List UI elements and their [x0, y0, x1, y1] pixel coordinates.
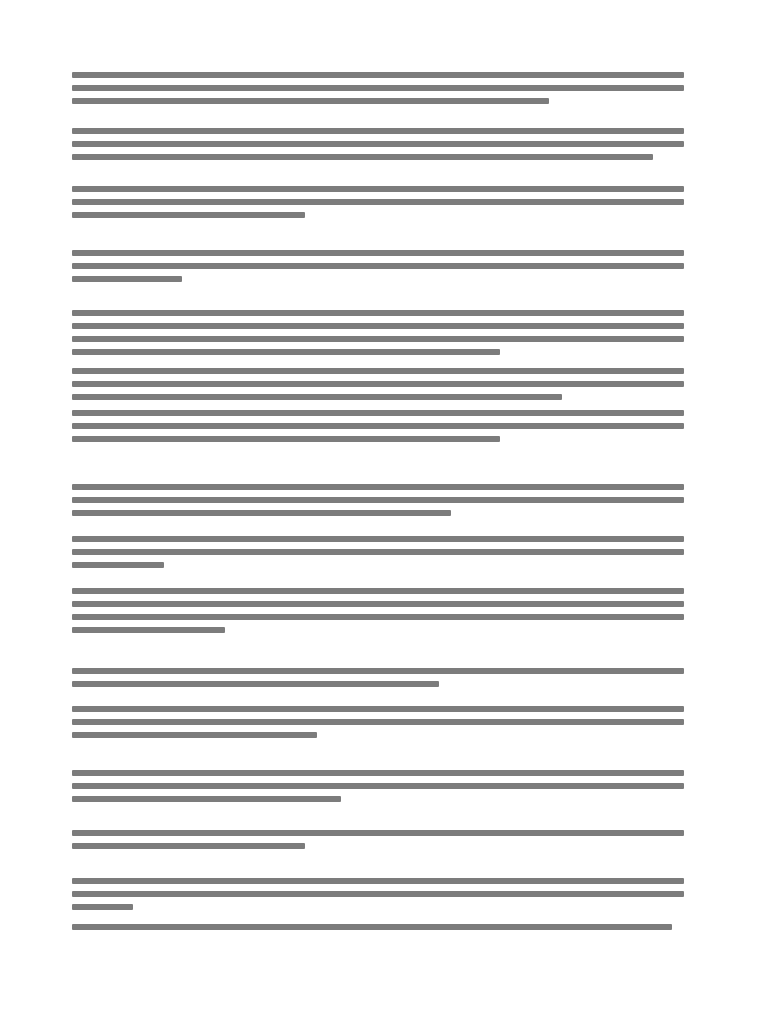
paragraph — [72, 250, 684, 282]
paragraph — [72, 830, 684, 849]
text-line — [72, 263, 684, 269]
paragraph — [72, 368, 684, 400]
text-line — [72, 212, 305, 218]
text-line — [72, 924, 672, 930]
text-line — [72, 276, 182, 282]
text-line — [72, 588, 684, 594]
text-line — [72, 310, 684, 316]
text-line — [72, 732, 317, 738]
text-line — [72, 141, 684, 147]
text-line — [72, 98, 549, 104]
text-line — [72, 706, 684, 712]
text-line — [72, 349, 500, 355]
text-line — [72, 614, 684, 620]
text-line — [72, 878, 684, 884]
text-line — [72, 891, 684, 897]
text-line — [72, 186, 684, 192]
text-line — [72, 783, 684, 789]
text-line — [72, 681, 439, 687]
text-line — [72, 843, 305, 849]
paragraph — [72, 770, 684, 802]
paragraph — [72, 72, 684, 104]
text-line — [72, 154, 653, 160]
paragraph — [72, 484, 684, 516]
text-line — [72, 394, 562, 400]
text-line — [72, 536, 684, 542]
text-line — [72, 199, 684, 205]
text-line — [72, 323, 684, 329]
paragraph — [72, 878, 684, 910]
text-line — [72, 250, 684, 256]
paragraph — [72, 588, 684, 633]
text-line — [72, 128, 684, 134]
paragraph — [72, 128, 684, 160]
text-line — [72, 549, 684, 555]
text-line — [72, 601, 684, 607]
paragraph — [72, 186, 684, 218]
text-line — [72, 510, 451, 516]
text-line — [72, 668, 684, 674]
text-line — [72, 719, 684, 725]
text-line — [72, 72, 684, 78]
text-line — [72, 904, 133, 910]
text-line — [72, 436, 500, 442]
text-line — [72, 410, 684, 416]
text-line — [72, 796, 341, 802]
text-line — [72, 423, 684, 429]
paragraph — [72, 410, 684, 442]
text-line — [72, 770, 684, 776]
paragraph — [72, 706, 684, 738]
text-line — [72, 336, 684, 342]
text-line — [72, 484, 684, 490]
paragraph — [72, 310, 684, 355]
text-line — [72, 368, 684, 374]
text-line — [72, 627, 225, 633]
text-line — [72, 381, 684, 387]
text-line — [72, 497, 684, 503]
paragraph — [72, 536, 684, 568]
paragraph — [72, 668, 684, 687]
paragraph — [72, 924, 684, 930]
text-line — [72, 562, 164, 568]
text-line — [72, 830, 684, 836]
text-line — [72, 85, 684, 91]
